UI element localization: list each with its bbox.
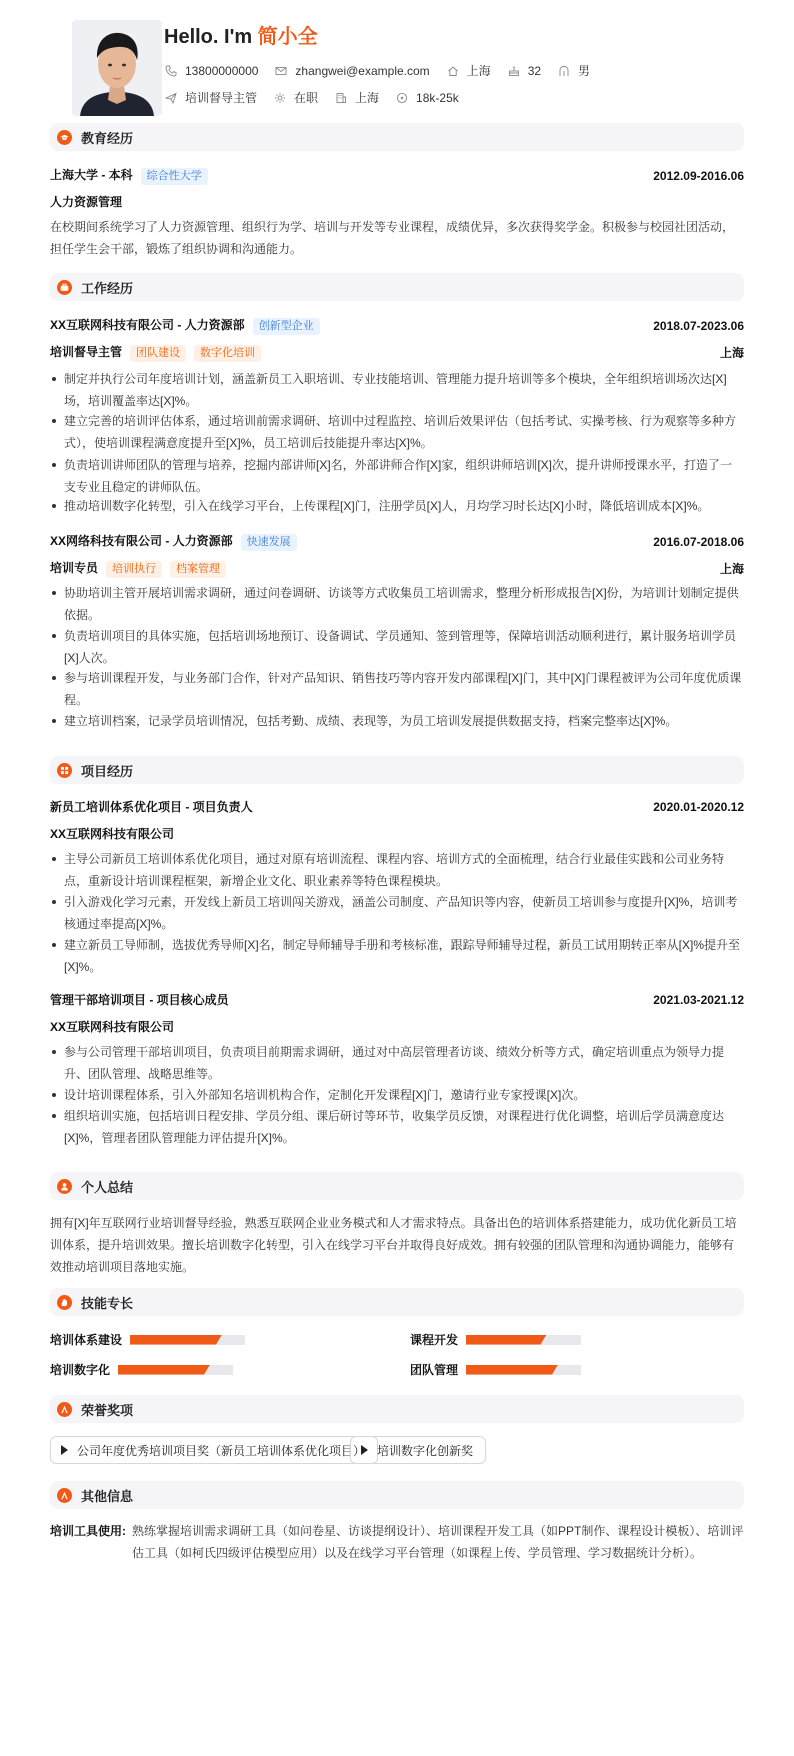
project-dates: 2020.01-2020.12 (653, 799, 744, 814)
section-title-other: 其他信息 (81, 1488, 134, 1504)
company-tag: 创新型企业 (253, 318, 320, 335)
section-title-awards: 荣誉奖项 (81, 1402, 134, 1418)
role-tag: 档案管理 (170, 561, 226, 578)
company-tag: 快速发展 (241, 534, 297, 551)
section-title-work: 工作经历 (81, 280, 134, 296)
greeting-title (164, 20, 318, 49)
play-icon (61, 1445, 68, 1455)
other-info-row (50, 1520, 744, 1564)
target-position-value: 培训督导主管 (185, 91, 258, 105)
section-title-education: 教育经历 (81, 130, 134, 146)
cake-icon (507, 64, 521, 78)
status-value: 在职 (294, 91, 319, 105)
other-info-text: 熟练掌握培训需求调研工具（如问卷星、访谈提纲设计）、培训课程开发工具（如PPT制作、课程设计模板）、培训评估工具（如柯氏四级评估模型应用）以及在线学习平台管理（如课程上传、学员管理、学习数据统计分析）。 (132, 1524, 744, 1560)
school-name: 上海大学 - 本科 (50, 168, 133, 182)
job-intent-row (164, 89, 475, 106)
skill-level-fill (118, 1365, 210, 1375)
skill-name: 课程开发 (410, 1333, 459, 1347)
education-major-row (50, 193, 744, 210)
mail-icon (274, 64, 288, 78)
section-title-skills: 技能专长 (81, 1295, 134, 1311)
email-value: zhangwei@example.com (295, 63, 430, 78)
graduation-cap-icon (57, 130, 72, 145)
skill-level-fill (130, 1335, 222, 1345)
list-item: 主导公司新员工培训体系优化项目，通过对原有培训流程、课程内容、培训方式的全面梳理，结合行业最佳实践和公司业务特点，重新设计培训课程框架，新增企业文化、职业素养等特色课程模块。 (50, 848, 744, 892)
contact-row (164, 62, 606, 79)
status-info (273, 89, 318, 106)
list-item: 制定并执行公司年度培训计划，涵盖新员工入职培训、专业技能培训、管理能力提升培训等多个模块，全年组织培训场次达[X]场，培训覆盖率达[X]%。 (50, 368, 744, 412)
salary-value: 18k-25k (416, 90, 459, 105)
work-location: 上海 (719, 346, 744, 360)
work-item-role-row (50, 559, 744, 578)
skill-level-bar (130, 1335, 245, 1345)
skill-name: 培训体系建设 (50, 1333, 123, 1347)
city-info (446, 62, 491, 79)
briefcase-icon (57, 280, 72, 295)
skill-item (50, 1361, 233, 1378)
project-dates: 2021.03-2021.12 (653, 992, 744, 1007)
work-item-role-row (50, 343, 744, 362)
project-name: 管理干部培训项目 - 项目核心成员 (50, 993, 229, 1007)
skill-level-bar (466, 1335, 581, 1345)
target-city-value: 上海 (355, 91, 380, 105)
section-header-skills (50, 1288, 744, 1316)
other-info-label: 培训工具使用: (50, 1524, 126, 1538)
project-item-header (50, 798, 744, 815)
gender-value: 男 (578, 64, 591, 78)
company-name: XX互联网科技有限公司 - 人力资源部 (50, 318, 245, 332)
education-major: 人力资源管理 (50, 195, 123, 209)
target-city-info (334, 89, 379, 106)
candidate-name: 简小全 (257, 26, 318, 48)
section-title-projects: 项目经历 (81, 763, 134, 779)
job-title: 培训督导主管 (50, 345, 123, 359)
section-header-other (50, 1481, 744, 1509)
gender-info (557, 62, 590, 79)
list-item: 建立培训档案，记录学员培训情况，包括考勤、成绩、表现等，为员工培训发展提供数据支持，档案完整率达[X]%。 (50, 710, 744, 732)
work-location: 上海 (719, 562, 744, 576)
skill-level-bar (466, 1365, 581, 1375)
play-icon (361, 1445, 368, 1455)
user-icon (57, 1179, 72, 1194)
home-icon (446, 64, 460, 78)
section-header-work (50, 273, 744, 301)
phone-value: 13800000000 (185, 63, 259, 78)
summary-text: 拥有[X]年互联网行业培训督导经验，熟悉互联网企业业务模式和人才需求特点。具备出色的培训体系搭建能力，成功优化新员工培训体系，提升培训效果。擅长培训数字化转型，引入在线学习平台并取得良好成效。拥有较强的团队管理和沟通协调能力，能够有效推动培训项目落地实施。 (50, 1216, 737, 1274)
list-item: 负责培训讲师团队的管理与培养，挖掘内部讲师[X]名，外部讲师合作[X]家，组织讲师培训[X]次，提升讲师授课水平，打造了一支专业且稳定的讲师队伍。 (50, 454, 744, 498)
section-title-summary: 个人总结 (81, 1179, 134, 1195)
project-name: 新员工培训体系优化项目 - 项目负责人 (50, 800, 253, 814)
section-header-awards (50, 1395, 744, 1423)
list-item: 设计培训课程体系，引入外部知名培训机构合作，定制化开发课程[X]门，邀请行业专家授课[X]次。 (50, 1084, 744, 1106)
list-item: 参与培训课程开发，与业务部门合作，针对产品知识、销售技巧等内容开发内部课程[X]门，其中[X]门课程被评为公司年度优质课程。 (50, 667, 744, 711)
list-item: 参与公司管理干部培训项目，负责项目前期需求调研，通过对中高层管理者访谈、绩效分析等方式，确定培训重点为领导力提升、团队管理、战略思维等。 (50, 1041, 744, 1085)
phone-info (164, 64, 258, 78)
skill-item (50, 1331, 245, 1348)
list-item: 组织培训实施，包括培训日程安排、学员分组、课后研讨等环节，收集学员反馈，对课程进行优化调整，培训后学员满意度达[X]%，管理者团队管理能力评估提升[X]%。 (50, 1105, 744, 1149)
avatar (72, 20, 162, 116)
gender-icon (557, 64, 571, 78)
project-company: XX互联网科技有限公司 (50, 827, 175, 841)
skill-item (410, 1331, 581, 1348)
award-text: 公司年度优秀培训项目奖（新员工培训体系优化项目） (77, 1443, 366, 1458)
list-item: 建立新员工导师制，选拔优秀导师[X]名，制定导师辅导手册和考核标准，跟踪导师辅导过程，新员工试用期转正率从[X]%提升至[X]%。 (50, 934, 744, 978)
role-tag: 培训执行 (106, 561, 162, 578)
project-company-row (50, 825, 744, 842)
skill-level-fill (466, 1365, 558, 1375)
city-value: 上海 (466, 64, 491, 78)
salary-info (395, 91, 459, 105)
award-item (50, 1436, 378, 1464)
education-dates: 2012.09-2016.06 (653, 168, 744, 183)
resume-header (50, 0, 744, 128)
skill-level-fill (466, 1335, 547, 1345)
work-item-header (50, 316, 744, 335)
building-icon (334, 91, 348, 105)
company-name: XX网络科技有限公司 - 人力资源部 (50, 534, 233, 548)
award-item (350, 1436, 486, 1464)
skill-level-bar (118, 1365, 233, 1375)
grid-icon (57, 763, 72, 778)
project-company-row (50, 1018, 744, 1035)
age-info (507, 64, 541, 78)
email-info (274, 64, 429, 78)
school-tag: 综合性大学 (141, 168, 208, 185)
work-dates: 2016.07-2018.06 (653, 534, 744, 549)
section-header-projects (50, 756, 744, 784)
work-item-header (50, 532, 744, 551)
award-text: 培训数字化创新奖 (377, 1443, 474, 1458)
phone-icon (164, 64, 178, 78)
job-title: 培训专员 (50, 561, 99, 575)
age-value: 32 (527, 63, 542, 78)
list-item: 推动培训数字化转型，引入在线学习平台，上传课程[X]门，注册学员[X]人，月均学习时长达[X]小时，降低培训成本[X]%。 (50, 495, 744, 517)
hand-icon (57, 1295, 72, 1310)
greeting-text: Hello. I'm (164, 26, 258, 48)
section-header-summary (50, 1172, 744, 1200)
list-item: 负责培训项目的具体实施，包括培训场地预订、设备调试、学员通知、签到管理等，保障培训活动顺利进行，累计服务培训学员[X]人次。 (50, 625, 744, 669)
education-description: 在校期间系统学习了人力资源管理、组织行为学、培训与开发等专业课程，成绩优异，多次获得奖学金。积极参与校园社团活动，担任学生会干部，锻炼了组织协调和沟通能力。 (50, 220, 735, 256)
skill-name: 团队管理 (410, 1363, 459, 1377)
coin-icon (395, 91, 409, 105)
education-item-header (50, 166, 744, 185)
project-item-header (50, 991, 744, 1008)
target-position-info (164, 89, 257, 106)
list-item: 建立完善的培训评估体系，通过培训前需求调研、培训中过程监控、培训后效果评估（包括考试、实操考核、行为观察等多种方式），使培训课程满意度提升至[X]%，员工培训后技能提升率达[X]%。 (50, 410, 744, 454)
project-company: XX互联网科技有限公司 (50, 1020, 175, 1034)
role-tag: 团队建设 (130, 345, 186, 362)
send-icon (164, 91, 178, 105)
role-tag: 数字化培训 (194, 345, 261, 362)
gear-icon (273, 91, 287, 105)
list-item: 协助培训主管开展培训需求调研，通过问卷调研、访谈等方式收集员工培训需求，整理分析形成报告[X]份，为培训计划制定提供依据。 (50, 582, 744, 626)
award-icon (57, 1488, 72, 1503)
skill-item (410, 1361, 581, 1378)
section-header-education (50, 123, 744, 151)
list-item: 引入游戏化学习元素，开发线上新员工培训闯关游戏，涵盖公司制度、产品知识等内容，使新员工培训参与度提升[X]%，培训考核通过率提高[X]%。 (50, 891, 744, 935)
work-dates: 2018.07-2023.06 (653, 318, 744, 333)
skill-name: 培训数字化 (50, 1363, 111, 1377)
award-icon (57, 1402, 72, 1417)
